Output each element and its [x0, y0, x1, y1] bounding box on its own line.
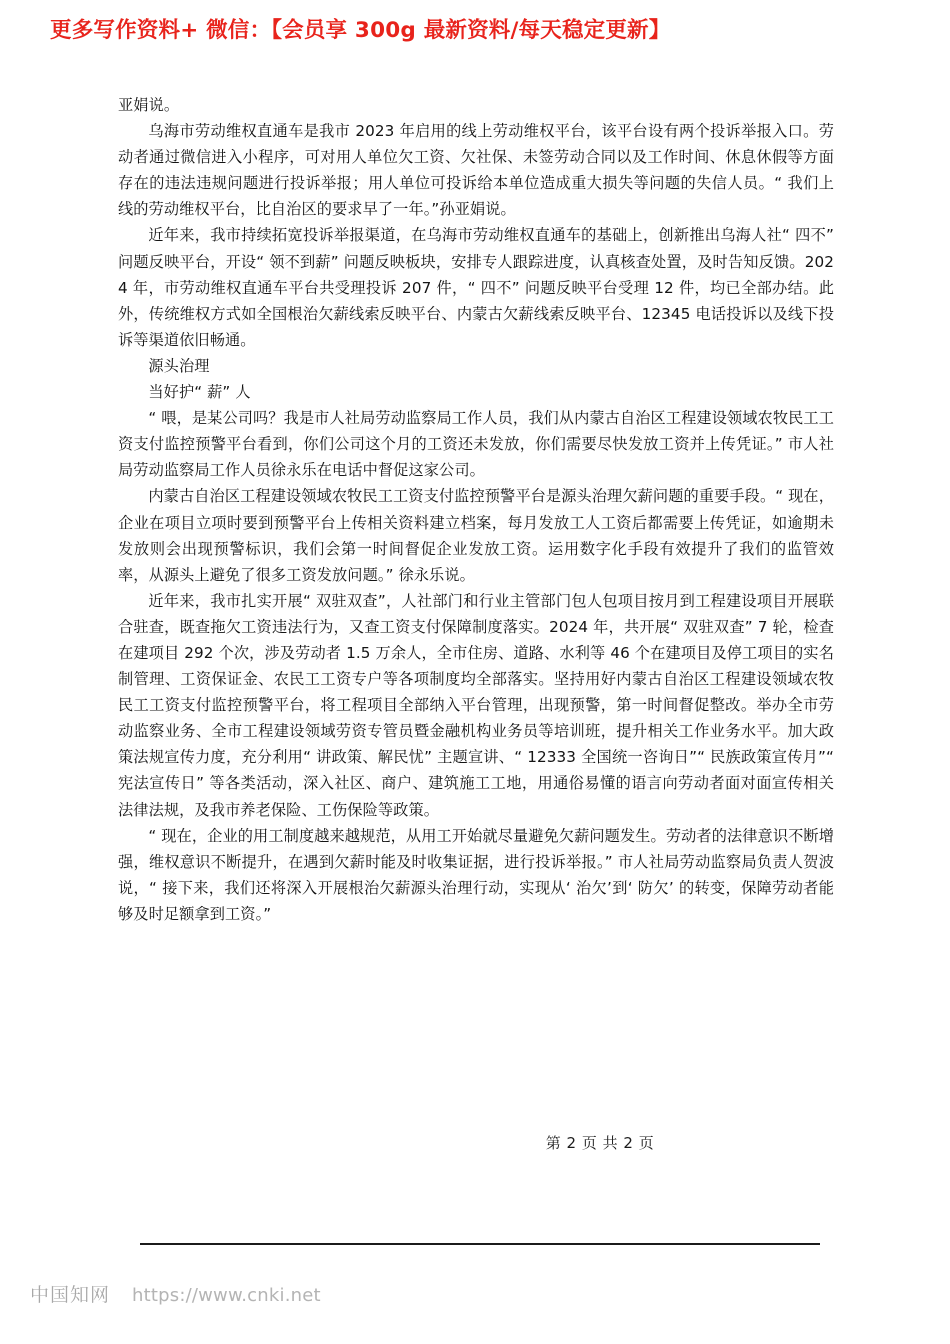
document-text-body — [118, 92, 834, 927]
paragraph-double-inspection: 近年来，我市扎实开展“ 双驻双查”，人社部门和行业主管部门包人包项目按月到工程建设项目开展联合驻查，既查拖欠工资违法行为，又查工资支付保障制度落实。2024 年，共开展“ 双驻双查” 7 轮，检查在建项目 292 个次，涉及劳动者 1.5 万余人，全市住房、道路、水利等 46 个在建项目及停工项目的实名制管理、工资保证金、农民工工资专户等各项制度均全部落实。坚持用好内蒙古自治区工程建设领域农牧民工工资支付监控预警平台，将工程项目全部纳入平台管理，出现预警，第一时间督促整改。举办全市劳动监察业务、全市工程建设领域劳资专管员暨金融机构业务员等培训班，提升相关工作业务水平。加大政策法规宣传力度，充分利用“ 讲政策、解民忧” 主题宣讲、“ 12333 全国统一咨询日”“ 民族政策宣传月”“ 宪法宣传日” 等各类活动，深入社区、商户、建筑施工工地，用通俗易懂的语言向劳动者面对面宣传相关法律法规，及我市养老保险、工伤保险等政策。 — [118, 591, 834, 819]
cnki-site-name: 中国知网 — [30, 1284, 111, 1306]
promo-banner-text: 更多写作资料+ 微信：【会员享 300g 最新资料/每天稳定更新】 — [50, 18, 671, 44]
section-heading-source-governance: 源头治理 — [148, 356, 210, 375]
page-number-label: 第 2 页 共 2 页 — [545, 1134, 655, 1152]
page-footer — [0, 1132, 950, 1153]
promo-banner — [50, 14, 910, 48]
paragraph-monitoring-platform: 内蒙古自治区工程建设领域农牧民工工资支付监控预警平台是源头治理欠薪问题的重要手段。“ 现在，企业在项目立项时要到预警平台上传相关资料建立档案，每月发放工人工资后都需要上传凭证，如逾期未发放则会出现预警标识，我们会第一时间督促企业发放工资。运用数字化手段有效提升了我们的监管效率，从源头上避免了很多工资发放问题。” 徐永乐说。 — [118, 487, 834, 584]
paragraph-wuhai-platform: 乌海市劳动维权直通车是我市 2023 年启用的线上劳动维权平台，该平台设有两个投诉举报入口。劳动者通过微信进入小程序，可对用人单位欠工资、欠社保、未签劳动合同以及工作时间、休息休假等方面存在的违法违规问题进行投诉举报；用人单位可投诉给本单位造成重大损失等问题的失信人员。“ 我们上线的劳动维权平台，比自治区的要求早了一年。”孙亚娟说。 — [118, 122, 834, 219]
section-heading-salary-guardian: 当好护“ 薪” 人 — [148, 383, 251, 402]
paragraph-continuation: 亚娟说。 — [118, 96, 180, 114]
footer-divider — [140, 1243, 820, 1245]
paragraph-phone-call: “ 喂，是某公司吗？我是市人社局劳动监察局工作人员，我们从内蒙古自治区工程建设领域农牧民工工资支付监控预警平台看到，你们公司这个月的工资还未发放，你们需要尽快发放工资并上传凭证。” 市人社局劳动监察局工作人员徐永乐在电话中督促这家公司。 — [118, 409, 834, 480]
cnki-watermark — [30, 1286, 321, 1305]
paragraph-closing: “ 现在，企业的用工制度越来越规范，从用工开始就尽量避免欠薪问题发生。劳动者的法律意识不断增强，维权意识不断提升，在遇到欠薪时能及时收集证据，进行投诉举报。” 市人社局劳动监察局负责人贺波说，“ 接下来，我们还将深入开展根治欠薪源头治理行动，实现从‘ 治欠’到‘ 防欠’ 的转变，保障劳动者能够及时足额拿到工资。” — [118, 826, 834, 923]
paragraph-channels: 近年来，我市持续拓宽投诉举报渠道，在乌海市劳动维权直通车的基础上，创新推出乌海人社“ 四不” 问题反映平台，开设“ 领不到薪” 问题反映板块，安排专人跟踪进度，认真核查处置，及时告知反馈。2024 年，市劳动维权直通车平台共受理投诉 207 件，“ 四不” 问题反映平台受理 12 件，均已全部办结。此外，传统维权方式如全国根治欠薪线索反映平台、内蒙古欠薪线索反映平台、12345 电话投诉以及线下投诉等渠道依旧畅通。 — [118, 226, 834, 349]
cnki-site-url: https://www.cnki.net — [132, 1284, 321, 1306]
